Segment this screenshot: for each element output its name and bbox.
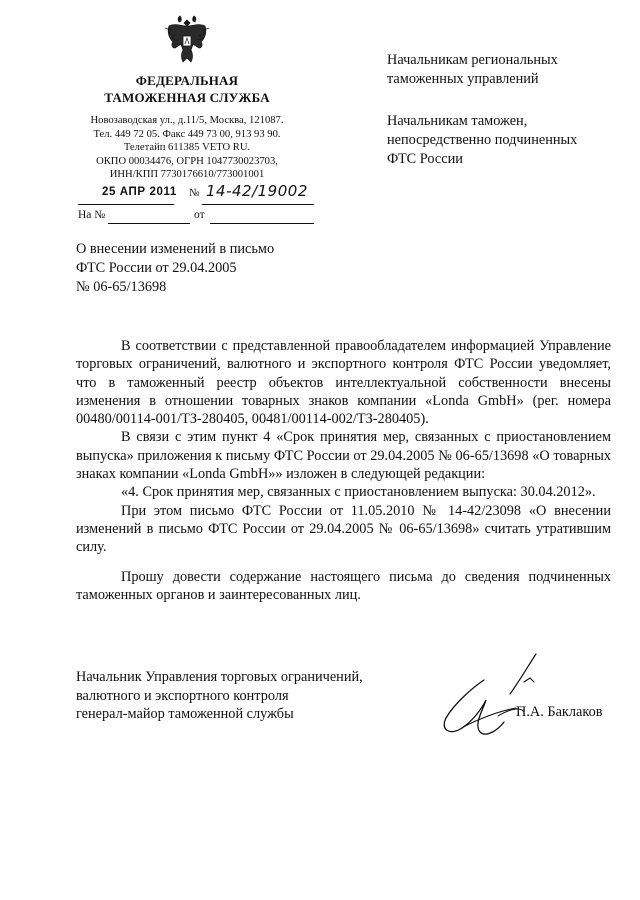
letter-subject [76,240,326,297]
double-headed-eagle-icon [163,14,211,66]
number-underline [202,204,314,205]
handwritten-signature-icon [424,652,574,742]
contact-line: Телетайп 611385 VETO RU. [123,142,251,154]
addressee-line: непосредственно подчиненных [387,132,578,148]
addressee-line: таможенных управлений [387,71,539,87]
position-line: валютного и экспортного контроля [76,687,289,704]
contact-line: Тел. 449 72 05. Факс 449 73 00, 913 93 90. [93,128,281,140]
reference-line [78,209,318,227]
body-paragraph: В соответствии с представленной правообладателем информацией Управление торговых ограничений, валютного и экспортного контроля ФТС России уведомляет, что в таможенный реестр объектов интеллектуальной собственности внесены изменения в отношении товарных знаков компании «Londa GmbH» (рег. номера 00480/00114-001/ТЗ-280405, 00481/00114-002/ТЗ-280405). [76,338,611,428]
org-name [60,72,314,106]
body-quote: «4. Срок принятия мер, связанных с приостановлением выпуска: 30.04.2012». [121,484,596,501]
org-name-line2: ТАМОЖЕННАЯ СЛУЖБА [104,90,270,105]
ref-label: На № [78,209,106,221]
date-underline [78,204,174,205]
addressee-line: Начальникам таможен, [387,113,528,129]
body-paragraph: Прошу довести содержание настоящего письма до сведения подчиненных таможенных органов и заинтересованных лиц. [76,568,611,603]
addressee-regional [387,51,617,89]
number-sign: № [189,187,200,199]
contact-line: ИНН/КПП 7730176610/773001001 [109,169,265,181]
contact-line: ОКПО 00034476, ОГРН 1047730023703, [96,155,278,167]
position-line: Начальник Управления торговых ограничений, [76,669,363,685]
contact-line: Новозаводская ул., д.11/5, Москва, 121087. [90,115,284,126]
subject-line: № 06-65/13698 [76,279,167,295]
addressee-line: ФТС России [387,151,463,167]
registration-number: 14-42/19002 [206,182,308,200]
signatory-position [76,668,406,724]
ref-date-blank [210,223,314,224]
ref-number-blank [108,223,190,224]
registration-date: 25 АПР 2011 [102,186,177,198]
body-paragraph: В связи с этим пункт 4 «Срок принятия мер, связанных с приостановлением выпуска» приложения к письму ФТС России от 29.04.2005 № 06-65/13698 «О товарных знаках компании «Londa GmbH»» изложен в следующей редакции: [76,429,611,483]
org-name-line1: ФЕДЕРАЛЬНАЯ [135,73,239,88]
subject-line: О внесении изменений в письмо [76,241,275,257]
position-line: генерал-майор таможенной службы [76,706,294,722]
registration-line [78,184,318,206]
addressee-customs [387,112,617,169]
body-paragraph: При этом письмо ФТС России от 11.05.2010 № 14-42/23098 «О внесении изменений в письмо ФТС России от 29.04.2005 № 06-65/13698» считать утратившим силу. [76,502,611,556]
subject-line: ФТС России от 29.04.2005 [76,260,237,276]
signer-name: П.А. Баклаков [516,704,603,720]
ref-from-label: от [194,209,205,221]
addressee-line: Начальникам региональных [387,52,558,68]
letter-body [76,337,611,604]
org-contacts [60,114,314,182]
